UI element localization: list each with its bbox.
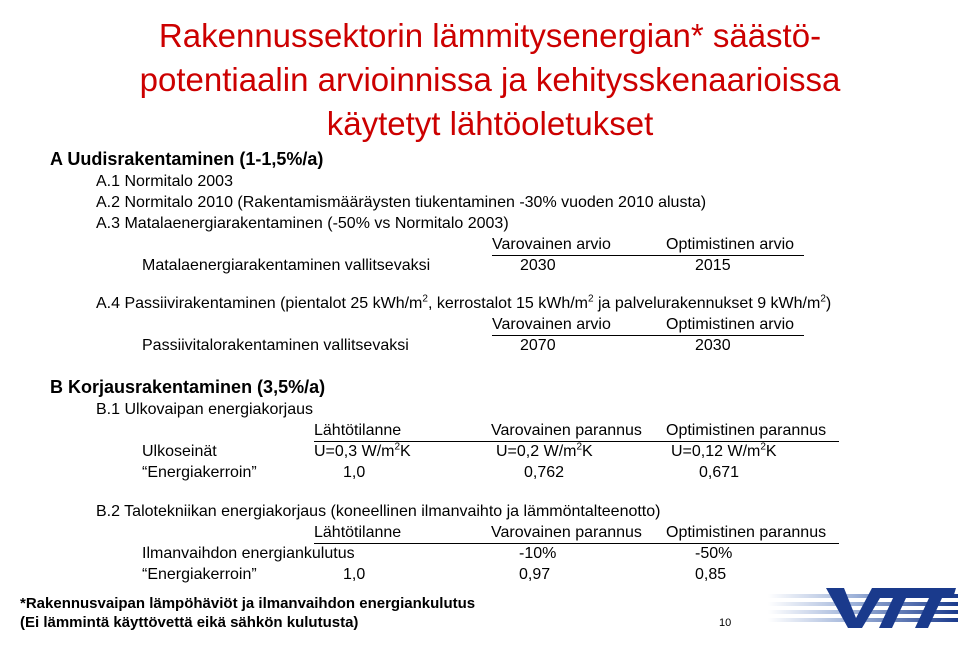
b1-row-walls-label: Ulkoseinät [142,443,217,460]
b1-walls-baseline-value: U=0,3 W/m [314,443,395,460]
a4-text-4: ) [825,295,832,312]
b1-row-factor-baseline: 1,0 [343,464,366,481]
b1-column-baseline: Lähtötilanne [314,422,402,439]
item-b1: B.1 Ulkovaipan energiakorjaus [96,401,314,418]
a3-row-cautious-value: 2030 [520,257,556,274]
a3-row-optimistic-value: 2015 [695,257,731,274]
a4-sup-2: 2 [587,293,594,305]
a4-row-cautious-value: 2070 [520,337,556,354]
b2-row-factor-optimistic: 0,85 [695,566,727,583]
b1-walls-cautious-unit: K [582,443,593,460]
a4-text-1: A.4 Passiivirakentaminen (pientalot 25 kWh/m [96,295,423,312]
footnote-line-1: *Rakennusvaipan lämpöhäviöt ja ilmanvaihdon energiankulutus [20,595,476,612]
item-a3: A.3 Matalaenergiarakentaminen (-50% vs Normitalo 2003) [96,215,509,232]
b2-row-factor-baseline: 1,0 [343,566,366,583]
b1-row-factor-optimistic: 0,671 [699,464,740,481]
b1-row-factor-label: “Energiakerroin” [142,464,257,481]
a4-column-cautious: Varovainen arvio [492,316,611,333]
b1-walls-optimistic-unit: K [765,443,777,460]
b1-row-walls-optimistic [671,443,777,461]
title-line-1: Rakennussektorin lämmitysenergian* säästö- [158,17,822,54]
vtt-logo-icon [768,568,958,645]
a4-header-rule [492,335,804,336]
a3-column-optimistic: Optimistinen arvio [666,236,795,253]
b2-column-cautious: Varovainen parannus [491,524,642,541]
vtt-logo [768,568,958,645]
b1-walls-cautious-value: U=0,2 W/m [496,443,577,460]
page-title [60,14,920,146]
b2-header-rule [314,543,839,544]
b1-column-optimistic: Optimistinen parannus [666,422,827,439]
page-number: 10 [719,617,732,629]
b2-column-baseline: Lähtötilanne [314,524,402,541]
a4-sup-3: 2 [820,293,826,305]
a4-column-optimistic: Optimistinen arvio [666,316,795,333]
title-line-2: potentiaalin arvioinnissa ja kehitysskenaarioissa [139,61,841,98]
b2-row-ventilation-label: Ilmanvaihdon energiankulutus [142,545,355,562]
b2-row-factor-cautious: 0,97 [519,566,551,583]
a4-sup-1: 2 [422,293,428,305]
item-a2: A.2 Normitalo 2010 (Rakentamismääräysten tiukentaminen -30% vuoden 2010 alusta) [96,194,707,211]
a4-row-label: Passiivitalorakentaminen vallitsevaksi [142,337,409,354]
section-a-heading: A Uudisrakentaminen (1-1,5%/a) [50,149,324,169]
section-b-heading: B Korjausrakentaminen (3,5%/a) [50,377,326,397]
a4-row-optimistic-value: 2030 [695,337,731,354]
item-a1: A.1 Normitalo 2003 [96,173,233,190]
b1-walls-cautious-sup: 2 [576,441,583,453]
a4-text-2: , kerrostalot 15 kWh/m [427,295,588,312]
title-line-3: käytetyt lähtöoletukset [326,105,654,142]
b1-walls-baseline-unit: K [400,443,411,460]
b2-row-factor-label: “Energiakerroin” [142,566,257,583]
b1-column-cautious: Varovainen parannus [491,422,642,439]
b1-row-walls-cautious [496,443,593,461]
footnote-line-2: (Ei lämmintä käyttövettä eikä sähkön kulutusta) [20,614,359,631]
a4-text-3: ja palvelurakennukset 9 kWh/m [593,295,821,312]
b1-walls-optimistic-value: U=0,12 W/m [671,443,761,460]
b1-walls-baseline-sup: 2 [394,441,401,453]
a3-column-cautious: Varovainen arvio [492,236,611,253]
b1-walls-optimistic-sup: 2 [760,441,766,453]
item-b2: B.2 Talotekniikan energiakorjaus (koneellinen ilmanvaihto ja lämmöntalteenotto) [96,503,661,520]
item-a4 [96,295,831,313]
b2-column-optimistic: Optimistinen parannus [666,524,827,541]
b2-row-ventilation-optimistic: -50% [695,545,733,562]
b2-row-ventilation-cautious: -10% [519,545,557,562]
b1-row-factor-cautious: 0,762 [524,464,565,481]
a3-row-label: Matalaenergiarakentaminen vallitsevaksi [142,257,431,274]
b1-row-walls-baseline [314,443,411,461]
a3-header-rule [492,255,804,256]
